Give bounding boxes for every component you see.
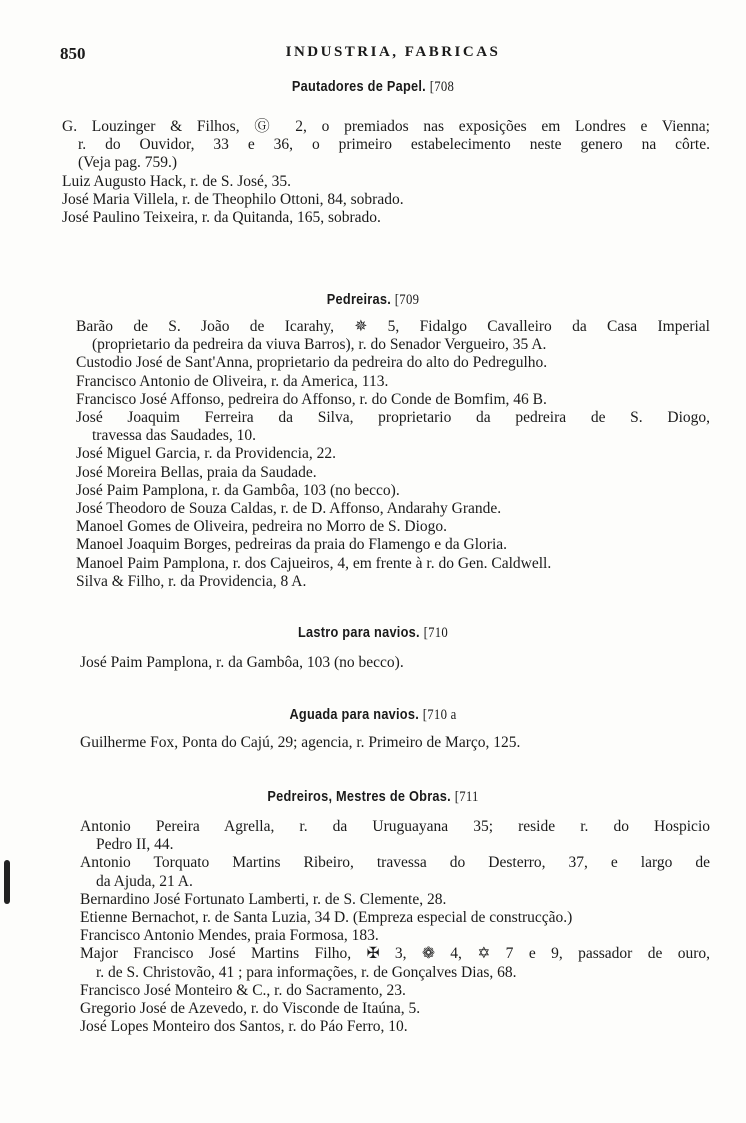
- list-item: [80, 891, 710, 909]
- entry-line: Manoel Paim Pamplona, r. dos Cajueiros, 4, em frente à r. do Gen. Caldwell.: [76, 554, 552, 572]
- list-item: [76, 409, 710, 445]
- entry-line: Luiz Augusto Hack, r. de S. José, 35.: [62, 172, 292, 190]
- section-title: Lastro para navios.: [298, 624, 420, 641]
- list-item: [76, 464, 710, 482]
- list-item: [76, 445, 710, 463]
- running-head: INDUSTRIA, FABRICAS: [285, 44, 501, 60]
- entry-line: Manoel Joaquim Borges, pedreiras da praia do Flamengo e da Gloria.: [76, 536, 508, 554]
- binding-mark: [4, 860, 10, 904]
- section-heading: [56, 706, 690, 724]
- entry-line: José Theodoro de Souza Caldas, r. de D. Affonso, Andarahy Grande.: [76, 500, 502, 518]
- section-title: Pedreiras.: [326, 291, 392, 308]
- list-item: [80, 909, 710, 927]
- section-title: Pautadores de Papel.: [291, 78, 426, 95]
- section-ref: [709: [394, 292, 420, 308]
- entry-line: r. de S. Christovão, 41 ; para informações, r. de Gonçalves Dias, 68.: [96, 963, 517, 981]
- list-item: [76, 536, 710, 554]
- entry-line: Pedro II, 44.: [96, 836, 174, 854]
- list-item: [62, 209, 710, 227]
- list-item: [62, 173, 710, 191]
- entry-line: José Lopes Monteiro dos Santos, r. do Páo Ferro, 10.: [80, 1018, 408, 1036]
- section-ref: [710: [423, 625, 448, 641]
- section-title: Aguada para navios.: [289, 706, 420, 723]
- list-item: [80, 654, 710, 672]
- entry-line: Guilherme Fox, Ponta do Cajú, 29; agencia, r. Primeiro de Março, 125.: [80, 734, 521, 751]
- entry-line: r. do Ouvidor, 33 e 36, o primeiro estabelecimento neste genero na côrte.: [78, 136, 710, 154]
- entry-line: travessa das Saudades, 10.: [92, 427, 256, 445]
- entry-line: José Miguel Garcia, r. da Providencia, 22.: [76, 445, 336, 463]
- entry-line: Barão de S. João de Icarahy, ✵ 5, Fidalgo Cavalleiro da Casa Imperial: [76, 318, 710, 335]
- entry-line: José Paim Pamplona, r. da Gambôa, 103 (no becco).: [76, 481, 400, 499]
- entry-line: (Veja pag. 759.): [78, 154, 177, 172]
- entry-line: Antonio Torquato Martins Ribeiro, travessa do Desterro, 37, e largo de: [80, 854, 710, 872]
- section-heading: [56, 78, 690, 96]
- list-item: [76, 373, 710, 391]
- section-entries: [80, 734, 710, 752]
- section-entries: [80, 654, 710, 672]
- list-item: [80, 1018, 710, 1036]
- section-entries: [62, 118, 710, 227]
- list-item: [62, 191, 710, 209]
- section-entries: [76, 318, 710, 591]
- entry-line: Gregorio José de Azevedo, r. do Visconde de Itaúna, 5.: [80, 1000, 421, 1018]
- list-item: [80, 734, 710, 752]
- list-item: [76, 482, 710, 500]
- list-item: [80, 982, 710, 1000]
- entry-line: Francisco José Monteiro & C., r. do Sacramento, 23.: [80, 981, 406, 999]
- list-item: [80, 1000, 710, 1018]
- section-title: Pedreiros, Mestres de Obras.: [267, 788, 451, 805]
- entry-line: José Paim Pamplona, r. da Gambôa, 103 (no becco).: [80, 654, 404, 671]
- entry-line: da Ajuda, 21 A.: [96, 872, 193, 890]
- entry-line: Major Francisco José Martins Filho, ✠ 3, ❁ 4, ✡ 7 e 9, passador de ouro,: [80, 945, 710, 963]
- section-ref: [708: [429, 79, 455, 95]
- list-item: [80, 927, 710, 945]
- list-item: [76, 518, 710, 536]
- entry-line: Manoel Gomes de Oliveira, pedreira no Morro de S. Diogo.: [76, 518, 448, 536]
- entry-line: José Maria Villela, r. de Theophilo Ottoni, 84, sobrado.: [62, 190, 404, 208]
- section-heading: [56, 624, 690, 642]
- entry-line: José Paulino Teixeira, r. da Quitanda, 165, sobrado.: [62, 209, 381, 227]
- list-item: [76, 318, 710, 354]
- entry-line: Francisco Antonio de Oliveira, r. da America, 113.: [76, 372, 389, 390]
- entry-line: Francisco Antonio Mendes, praia Formosa, 183.: [80, 927, 379, 945]
- entry-line: (proprietario da pedreira da viuva Barros), r. do Senador Vergueiro, 35 A.: [92, 336, 547, 354]
- list-item: [80, 945, 710, 981]
- entry-line: José Joaquim Ferreira da Silva, proprietario da pedreira de S. Diogo,: [76, 409, 710, 427]
- entry-line: Custodio José de Sant'Anna, proprietario da pedreira do alto do Pedregulho.: [76, 354, 548, 372]
- section-entries: [80, 818, 710, 1036]
- list-item: [62, 118, 710, 173]
- list-item: [76, 500, 710, 518]
- list-item: [76, 391, 710, 409]
- section-heading: [56, 291, 690, 309]
- entry-line: Antonio Pereira Agrella, r. da Uruguayana 35; reside r. do Hospicio: [80, 818, 710, 835]
- list-item: [76, 573, 710, 591]
- section-ref: [711: [454, 789, 479, 805]
- entry-line: Francisco José Affonso, pedreira do Affonso, r. do Conde de Bomfim, 46 B.: [76, 390, 547, 408]
- entry-line: Etienne Bernachot, r. de Santa Luzia, 34 D. (Empreza especial de construcção.): [80, 909, 573, 927]
- section-heading: [56, 788, 690, 806]
- section-ref: [710 a: [422, 707, 457, 723]
- list-item: [80, 854, 710, 890]
- entry-line: G. Louzinger & Filhos, Ⓖ 2, o premiados nas exposições em Londres e Vienna;: [62, 118, 710, 135]
- list-item: [80, 818, 710, 854]
- entry-line: José Moreira Bellas, praia da Saudade.: [76, 463, 317, 481]
- list-item: [76, 354, 710, 372]
- entry-line: Bernardino José Fortunato Lamberti, r. de S. Clemente, 28.: [80, 890, 447, 908]
- list-item: [76, 555, 710, 573]
- page-number: 850: [60, 44, 86, 63]
- entry-line: Silva & Filho, r. da Providencia, 8 A.: [76, 572, 307, 590]
